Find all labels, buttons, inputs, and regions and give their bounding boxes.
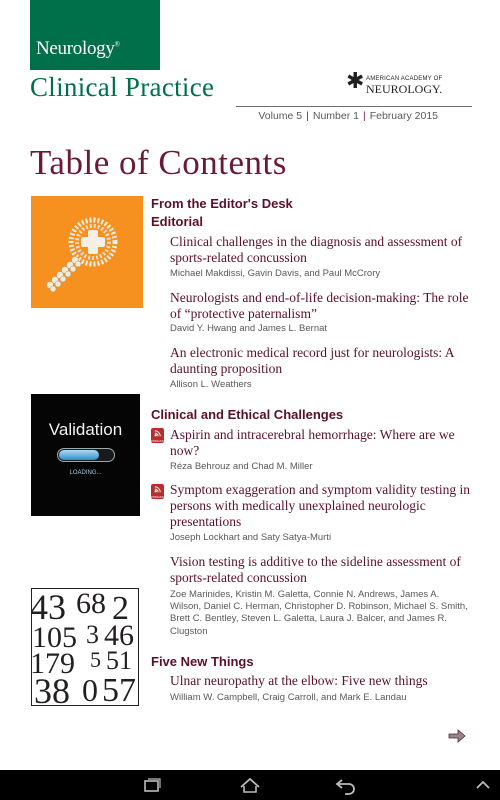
article-title[interactable]: Aspirin and intracerebral hemorrhage: Where are we now?: [170, 427, 455, 458]
article-authors: Allison L. Weathers: [170, 379, 252, 390]
page-title: Table of Contents: [30, 143, 287, 182]
article-authors: David Y. Hwang and James L. Bernat: [170, 323, 328, 334]
loading-bar-fill: [59, 450, 99, 460]
recent-apps-icon[interactable]: [140, 775, 164, 795]
aan-star-icon: ✱: [346, 68, 365, 93]
validation-thumbnail[interactable]: [31, 394, 140, 516]
svg-text:3: 3: [86, 620, 99, 649]
volume: Volume 5: [258, 110, 303, 122]
podcast-icon[interactable]: [151, 484, 164, 499]
editorial-thumbnail[interactable]: [31, 196, 143, 308]
home-icon[interactable]: [238, 775, 262, 795]
svg-text:38: 38: [34, 671, 70, 705]
article-title[interactable]: An electronic medical record just for neurologists: A daunting proposition: [170, 345, 454, 376]
podcast-icon[interactable]: [151, 428, 164, 443]
section-clinical-ethical: Clinical and Ethical Challenges: [151, 407, 344, 422]
svg-text:2: 2: [112, 590, 129, 627]
journal-name: [36, 38, 120, 60]
header-rule: [236, 106, 472, 107]
article-authors: Réza Behrouz and Chad M. Miller: [170, 461, 313, 472]
article-authors: William W. Campbell, Craig Carroll, and Mark E. Landau: [170, 692, 407, 703]
podcast-waves-icon: [153, 485, 162, 494]
section-five-new-things: Five New Things: [151, 654, 254, 669]
svg-text:43: 43: [32, 589, 66, 627]
menu-up-icon[interactable]: [474, 775, 492, 795]
issue-info: [258, 110, 438, 122]
aan-logo: [346, 68, 442, 100]
journal-name-text: Neurology: [36, 38, 115, 59]
magnifier-pearl-icon: [31, 196, 143, 308]
trademark-mark: ®: [114, 40, 120, 49]
aan-line1: AMERICAN ACADEMY OF: [366, 76, 443, 82]
podcast-waves-icon: [153, 429, 162, 438]
section-editorial: Editorial: [151, 214, 204, 229]
svg-text:51: 51: [106, 646, 132, 675]
aan-line2: NEUROLOGY.: [366, 82, 443, 96]
back-icon[interactable]: [334, 775, 358, 795]
article-title[interactable]: Ulnar neuropathy at the elbow: Five new things: [170, 673, 428, 688]
article-authors: Zoe Marinides, Kristin M. Galetta, Connie N. Andrews, James A. Wilson, Daniel C. Herman, Christopher D. Robinson, Michael S. Smith, Brett C. Bentley, Steven L. Galetta, Laura J. Balcer, and James R. Clugston: [170, 589, 468, 637]
loading-bar: [57, 448, 115, 462]
article-title[interactable]: Symptom exaggeration and symptom validity testing in persons with medically unexplained neurologic presentations: [170, 482, 470, 529]
separator: |: [362, 110, 366, 122]
svg-text:0: 0: [82, 672, 98, 705]
number: Number 1: [312, 110, 359, 122]
article-title[interactable]: Clinical challenges in the diagnosis and assessment of sports-related concussion: [170, 234, 463, 265]
journal-subtitle: Clinical Practice: [30, 72, 215, 102]
svg-text:5: 5: [90, 647, 101, 672]
article-title[interactable]: Neurologists and end-of-life decision-making: The role of “protective paternalism”: [170, 290, 469, 321]
section-editors-desk: From the Editor's Desk: [151, 196, 293, 211]
article-title[interactable]: Vision testing is additive to the sideline assessment of sports-related concussion: [170, 554, 461, 585]
numbers-thumbnail[interactable]: [31, 588, 139, 706]
svg-text:179: 179: [32, 647, 75, 680]
svg-text:68: 68: [76, 589, 106, 620]
validation-label: Validation: [48, 420, 123, 439]
svg-text:46: 46: [104, 619, 134, 652]
podcast-label: PODCAST: [151, 439, 166, 443]
issue-date: February 2015: [369, 110, 438, 122]
loading-text: LOADING...: [69, 470, 102, 476]
system-nav-bar: [0, 770, 500, 800]
podcast-label: PODCAST: [151, 495, 166, 499]
article-authors: Michael Makdissi, Gavin Davis, and Paul McCrory: [170, 268, 381, 279]
article-authors: Joseph Lockhart and Saty Satya-Murti: [170, 532, 332, 543]
numbers-collage-image: [32, 589, 138, 705]
separator: |: [306, 110, 309, 122]
svg-text:105: 105: [32, 621, 77, 654]
svg-text:57: 57: [102, 672, 136, 705]
next-arrow-icon[interactable]: [448, 729, 466, 743]
